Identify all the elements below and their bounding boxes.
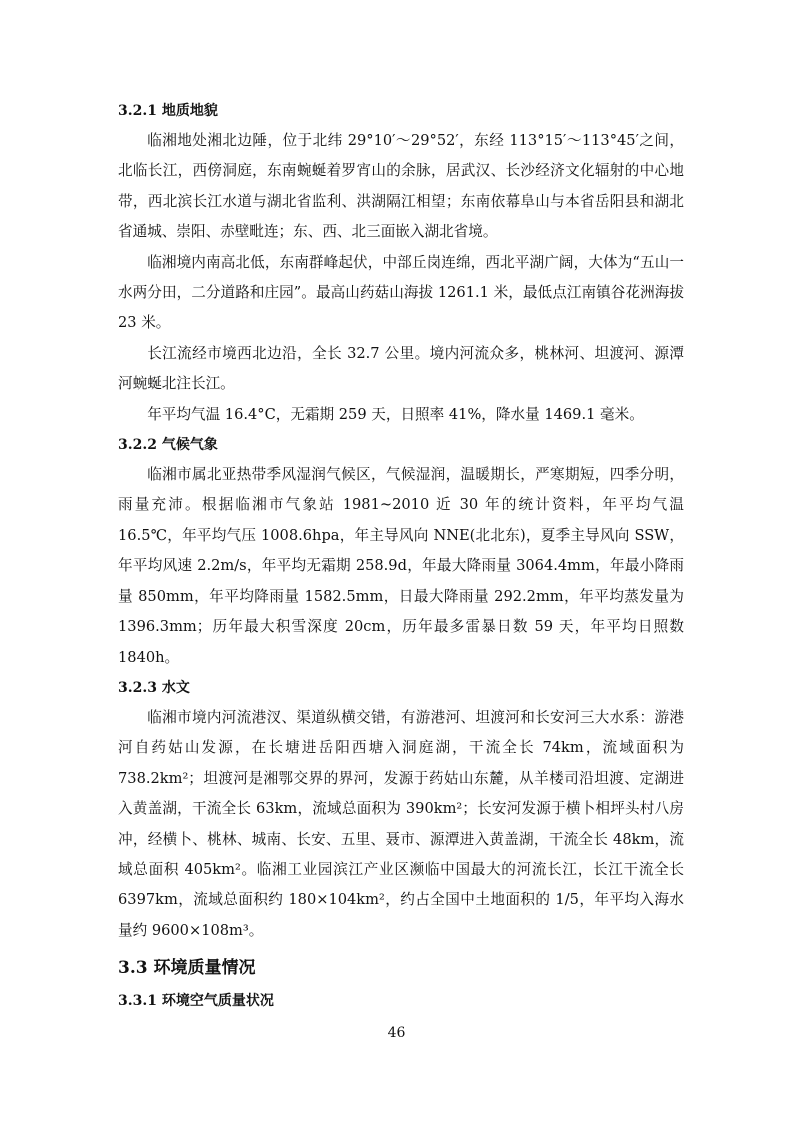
section-heading-3-3-1: 3.3.1 环境空气质量状况 <box>118 993 274 1010</box>
paragraph-climate: 临湘市属北亚热带季风湿润气候区，气候湿润，温暖期长，严寒期短，四季分明，雨量充沛。根据临湘市气象站 1981~2010 近 30 年的统计资料，年平均气温 16.5℃，年平均气压 1008.6hpa，年主导风向 NNE(北北东)，夏季主导风向 SSW，年平均风速 2.2m/s，年平均无霜期 258.9d，年最大降雨量 3064.4mm，年最小降雨量 850mm，年平均降雨量 1582.5mm，日最大降雨量 292.2mm，年平均蒸发量为 1396.3mm；历年最大积雪深度 20cm，历年最多雷暴日数 59 天，年平均日照数 1840h。 <box>118 466 684 666</box>
paragraph-location: 临湘地处湘北边陲，位于北纬 29°10′～29°52′，东经 113°15′～113°45′之间，北临长江，西傍洞庭，东南蜿蜒着罗宵山的余脉，居武汉、长沙经济文化辐射的中心地带，西北滨长江水道与湖北省监利、洪湖隔江相望；东南依幕阜山与本省岳阳县和湖北省通城、崇阳、赤壁毗连；东、西、北三面嵌入湖北省境。 <box>118 132 684 241</box>
document-body <box>118 96 684 1016</box>
paragraph-climate-summary: 年平均气温 16.4°C，无霜期 259 天，日照率 41%，降水量 1469.1 毫米。 <box>147 405 644 423</box>
section-heading-3-2-2: 3.2.2 气候气象 <box>118 437 218 454</box>
paragraph-terrain: 临湘境内南高北低，东南群峰起伏，中部丘岗连绵，西北平湖广阔，大体为“五山一水两分田，二分道路和庄园”。最高山药菇山海拔 1261.1 米，最低点江南镇谷花洲海拔 23 米。 <box>118 253 684 332</box>
section-heading-3-2-3: 3.2.3 水文 <box>118 679 190 696</box>
section-heading-3-2-1: 3.2.1 地质地貌 <box>118 103 218 119</box>
page-number: 46 <box>387 1025 406 1041</box>
paragraph-hydrology: 临湘市境内河流港汊、渠道纵横交错，有游港河、坦渡河和长安河三大水系：游港河自药姑山发源，在长塘进岳阳西塘入洞庭湖，干流全长 74km，流域面积为 738.2km²；坦渡河是湘鄂交界的界河，发源于药姑山东麓，从羊楼司沿坦渡、定湖进入黄盖湖，干流全长 63km，流域总面积为 390km²；长安河发源于横卜相坪头村八房冲，经横卜、桃林、城南、长安、五里、聂市、源潭进入黄盖湖，干流全长 48km，流域总面积 405km²。临湘工业园滨江产业区濒临中国最大的河流长江，长江干流全长 6397km，流域总面积约 180×104km²，约占全国中土地面积的 1/5，年平均入海水量约 9600×108m³。 <box>118 708 684 939</box>
paragraph-yangtze: 长江流经市境西北边沿，全长 32.7 公里。境内河流众多，桃林河、坦渡河、源潭河蜿蜒北注长江。 <box>118 344 684 393</box>
section-heading-3-3: 3.3 环境质量情况 <box>118 958 256 979</box>
